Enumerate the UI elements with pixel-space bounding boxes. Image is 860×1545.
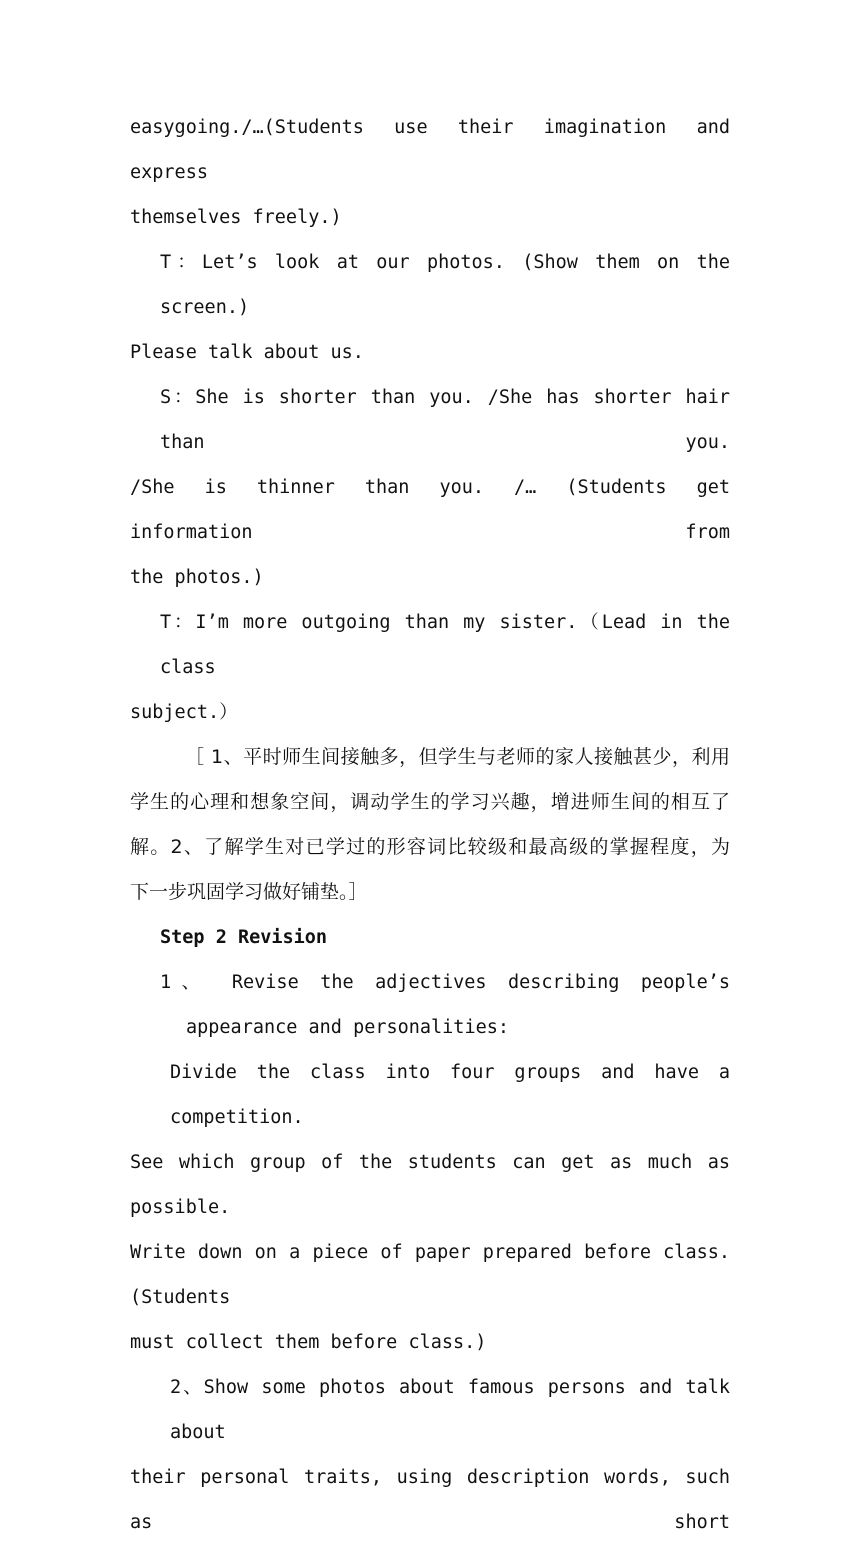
note-line-3: 解。2、了解学生对已学过的形容词比较级和最高级的掌握程度，为 — [130, 836, 730, 858]
famous-persons-line-1: 2、Show some photos about famous persons and talk about — [170, 1377, 730, 1443]
paragraph-students-imagination-line-1: easygoing./…(Students use their imagination and express — [130, 117, 730, 183]
note-line-2: 学生的心理和想象空间，调动学生的学习兴趣，增进师生间的相互了 — [130, 791, 730, 813]
competition-line-4: must collect them before class.) — [130, 1332, 487, 1353]
teacher-line-photos: T：Let’s look at our photos. (Show them on the screen.) — [160, 252, 730, 318]
famous-persons-line-2: their personal traits, using description words, such as short — [130, 1467, 730, 1533]
competition-line-1: Divide the class into four groups and have a competition. — [170, 1062, 730, 1128]
teacher-line-talk: Please talk about us. — [130, 342, 364, 363]
revise-item-line-2: appearance and personalities: — [186, 1017, 510, 1038]
student-line-photos: the photos.) — [130, 567, 264, 588]
competition-line-2: See which group of the students can get as much as possible. — [130, 1152, 730, 1218]
note-line-1: ［ 1、平时师生间接触多，但学生与老师的家人接触甚少，利用 — [185, 746, 730, 768]
student-line-thinner: /She is thinner than you. /… (Students get information from — [130, 477, 730, 543]
section-heading-step-2: Step 2 Revision — [160, 927, 328, 948]
competition-line-3: Write down on a piece of paper prepared before class. (Students — [130, 1242, 730, 1308]
paragraph-students-imagination-line-2: themselves freely.) — [130, 207, 342, 228]
note-line-4: 下一步巩固学习做好铺垫。］ — [130, 881, 368, 903]
teacher-line-subject: subject.） — [130, 702, 238, 723]
teacher-line-outgoing: T：I’m more outgoing than my sister.（Lead in the class — [160, 612, 730, 678]
student-line-shorter: S：She is shorter than you. /She has shorter hair than you. — [160, 387, 730, 453]
document-body — [130, 105, 730, 1545]
revise-item-line-1: 1、 Revise the adjectives describing people’s — [160, 972, 730, 993]
